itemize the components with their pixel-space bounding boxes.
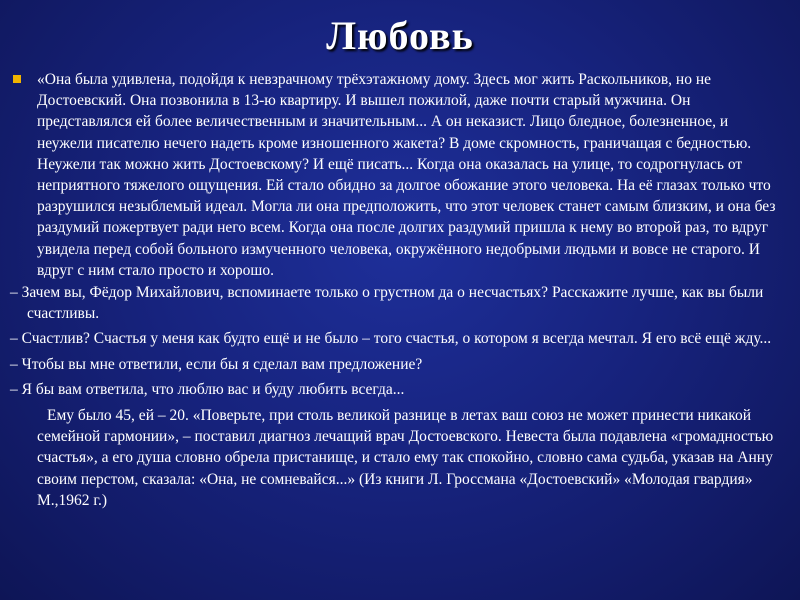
bullet-paragraph: [10, 69, 780, 281]
closing-paragraph-text: Ему было 45, ей – 20. «Поверьте, при столь великой разнице в летах ваш союз не может принести никакой семейной гармонии», – поставил диагноз лечащий врач Достоевского. Невеста была подавлена «громадностью счастья», а его душа словно обрела пристанище, и стало ему так спокойно, словно сама судьба, указав на Анну своим перстом, сказала: «Она, не сомневайся...» (Из книги Л. Гроссмана «Достоевский» «Молодая гвардия» М.,1962 г.): [37, 407, 774, 509]
dialog-line: – Зачем вы, Фёдор Михайлович, вспоминаете только о грустном да о несчастьях? Расскажите лучше, как вы были счастливы.: [10, 284, 764, 323]
dialog-line: – Чтобы вы мне ответили, если бы я сделал вам предложение?: [10, 355, 423, 373]
bullet-paragraph-text: «Она была удивлена, подойдя к невзрачному трёхэтажному дому. Здесь мог жить Раскольников, но не Достоевский. Она позвонила в 13-ю квартиру. И вышел пожилой, даже почти старый мужчина. Он представлялся ей более величественным и значительным... А он неказист. Лицо бледное, болезненное, и неужели писателю нечего надеть кроме изношенного жакета? В доме скромность, граничащая с бедностью. Неужели так можно жить Достоевскому? И ещё писать... Когда она оказалась на улице, то содрогнулась от неприятного тяжелого ощущения. Ей стало обидно за долгое обожание этого человека. На её глазах только что разрушился незыблемый идеал. Могла ли она предположить, что этот человек станет самым близким, и она без раздумий пожертвует ради него всем. Когда она после долгих раздумий пришла к нему во второй раз, то вдруг увидела перед собой больного измученного человека, окружённого недобрыми людьми и вовсе не старого. И вдруг с ним стало просто и хорошо.: [37, 71, 776, 279]
slide-body: [10, 69, 780, 511]
dialog-line: – Счастлив? Счастья у меня как будто ещё и не было – того счастья, о котором я всегда мечтал. Я его всё ещё жду...: [10, 330, 772, 348]
closing-paragraph: [10, 405, 780, 511]
dialog-line: – Я бы вам ответила, что люблю вас и буду любить всегда...: [10, 380, 405, 398]
slide-title: Любовь: [326, 13, 474, 58]
square-bullet-icon: [13, 75, 21, 83]
